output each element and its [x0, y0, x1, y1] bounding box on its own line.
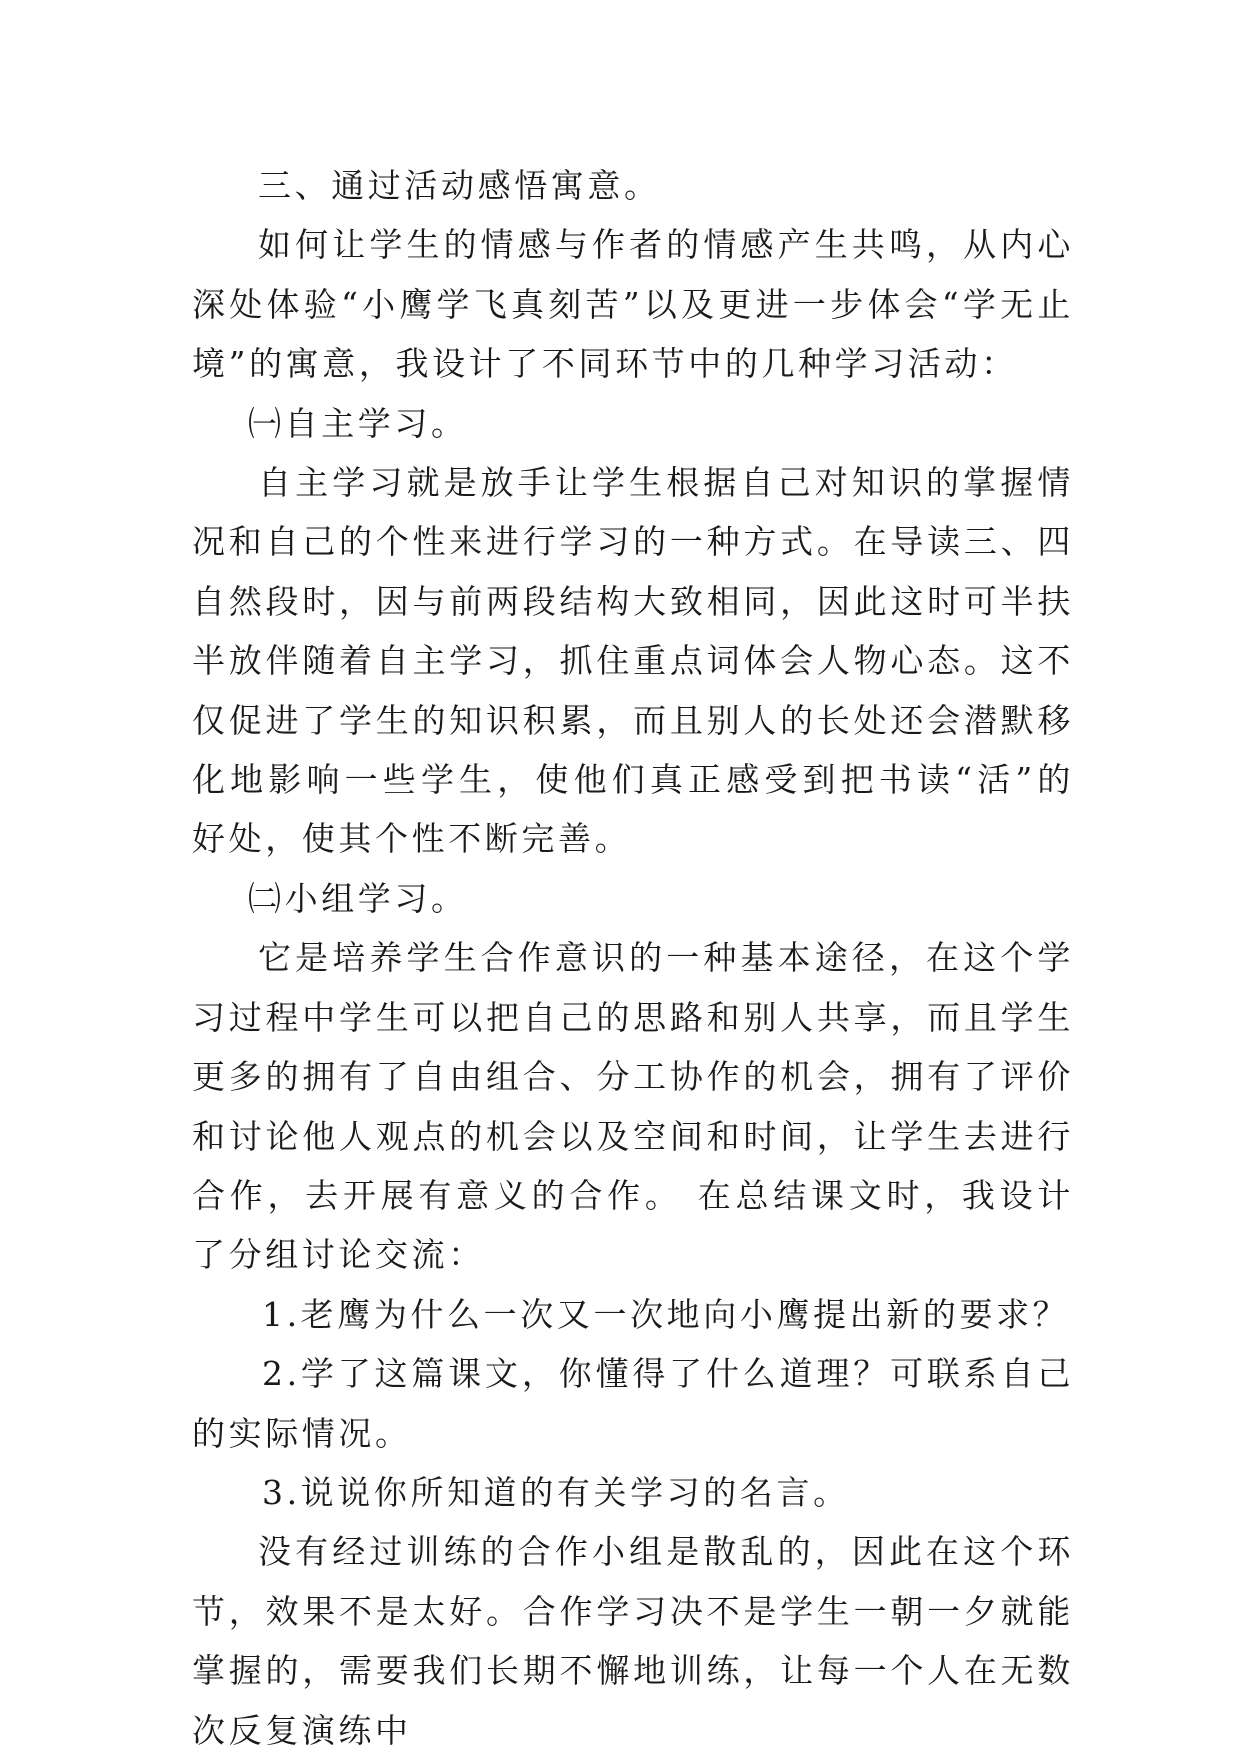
discussion-question-3: 3.说说你所知道的有关学习的名言。: [262, 1472, 850, 1512]
paragraph-self-study: 自主学习就是放手让学生根据自己对知识的掌握情况和自己的个性来进行学习的一种方式。在导读三、四自然段时，因与前两段结构大致相同，因此这时可半扶半放伴随着自主学习，抓住重点词体会人物心态。这不仅促进了学生的知识积累，而且别人的长处还会潜默移化地影响一些学生，使他们真正感受到把书读“活”的好处，使其个性不断完善。: [192, 463, 1074, 859]
discussion-question-1: 1.老鹰为什么一次又一次地向小鹰提出新的要求？: [262, 1294, 1070, 1334]
paragraph-intro: 如何让学生的情感与作者的情感产生共鸣，从内心深处体验“小鹰学飞真刻苦”以及更进一步体会“学无止境”的寓意，我设计了不同环节中的几种学习活动：: [192, 225, 1074, 384]
discussion-question-2: 2.学了这篇课文，你懂得了什么道理？可联系自己的实际情况。: [192, 1354, 1074, 1453]
paragraph-group-study: 它是培养学生合作意识的一种基本途径，在这个学习过程中学生可以把自己的思路和别人共享，而且学生更多的拥有了自由组合、分工协作的机会，拥有了评价和讨论他人观点的机会以及空间和时间，让学生去进行合作，去开展有意义的合作。 在总结课文时，我设计了分组讨论交流：: [192, 938, 1074, 1275]
paragraph-reflection: 没有经过训练的合作小组是散乱的，因此在这个环节，效果不是太好。合作学习决不是学生一朝一夕就能掌握的，需要我们长期不懈地训练，让每一个人在无数次反复演练中: [192, 1532, 1074, 1750]
document-body: [192, 156, 1074, 1760]
section-heading: 三、通过活动感悟寓意。: [258, 166, 661, 205]
subsection-heading-group-study: ㈡小组学习。: [248, 878, 468, 918]
subsection-heading-self-study: ㈠自主学习。: [248, 403, 468, 443]
